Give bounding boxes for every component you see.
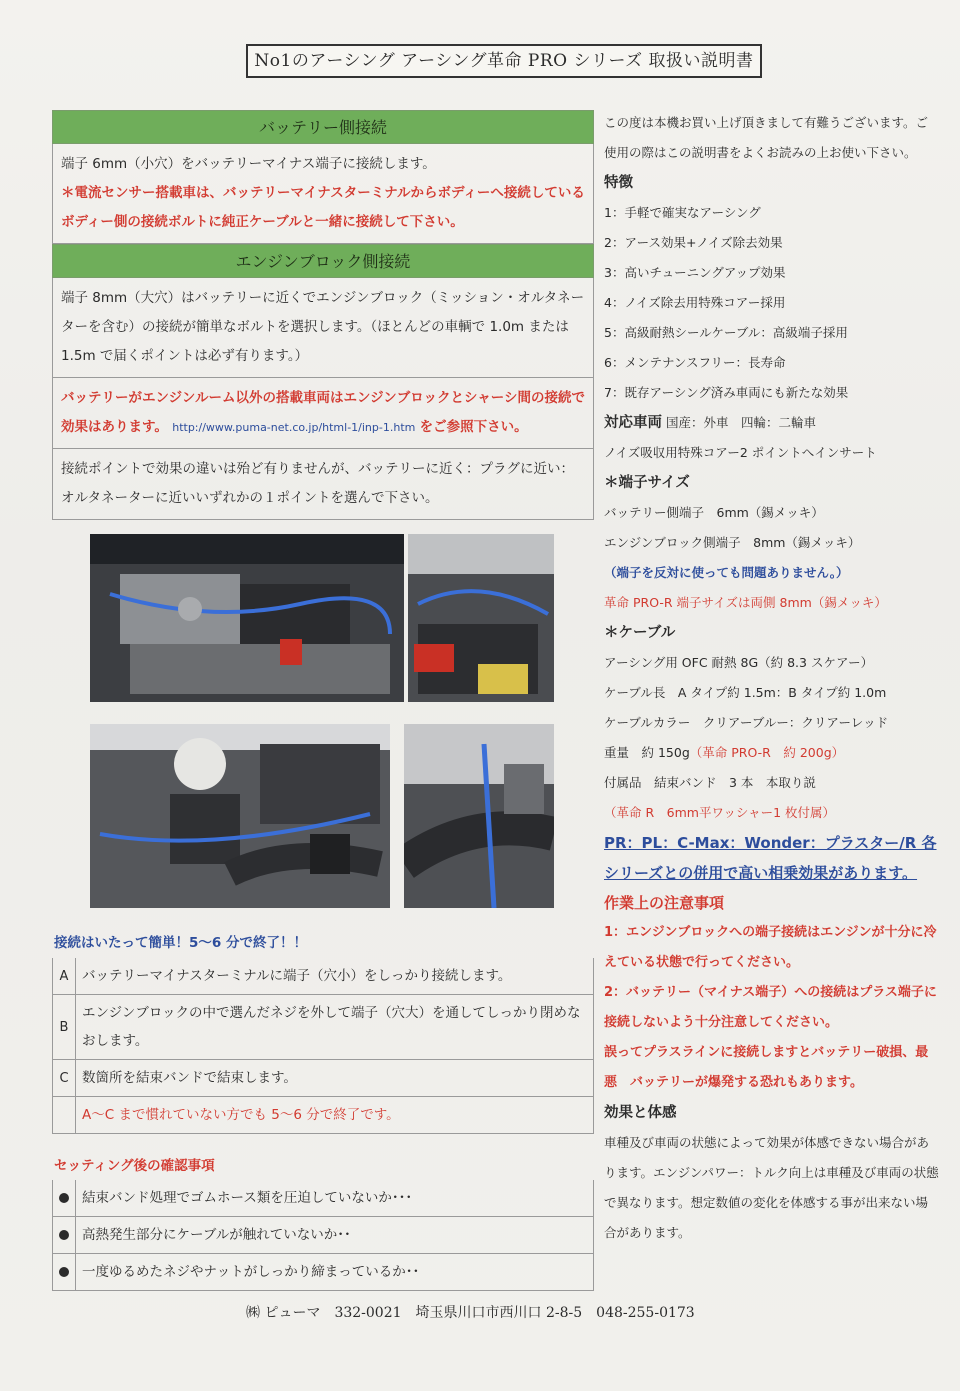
step-note-row: [52, 1097, 594, 1134]
reference-url[interactable]: http://www.puma-net.co.jp/html-1/inp-1.htm: [172, 421, 416, 434]
effect-text: 車種及び車両の状態によって効果が体感できない場合があります。エンジンパワー：トルク向上は車種及び車両の状態で異なります。想定数値の変化を体感する事が出来ない場合があります。: [604, 1135, 939, 1240]
document-title: No1のアーシング アーシング革命 PRO シリーズ 取扱い説明書: [246, 44, 762, 78]
steps-section: [52, 928, 594, 1134]
battery-section-heading: バッテリー側接続: [52, 110, 594, 144]
engine-photo-3: [90, 724, 390, 908]
bullet-icon: [59, 1267, 69, 1277]
bullet-icon: [59, 1230, 69, 1240]
confirm-section: [52, 1152, 594, 1291]
intro-text: この度は本機お買い上げ頂きまして有難うございます。ご使用の際はこの説明書をよくお読みの上お使い下さい。: [604, 115, 929, 160]
engine-photos: [90, 534, 554, 908]
effect-heading: 効果と体感: [604, 1105, 677, 1121]
engine-note-red-end: をご参照下さい。: [419, 419, 528, 435]
terminal-battery: バッテリー側端子 6mm（錫メッキ）: [604, 505, 824, 520]
terminal-pror: 革命 PRO-R 端子サイズは両側 8mm（錫メッキ）: [604, 595, 887, 610]
engine-photo-4: [404, 724, 554, 908]
cable-type: アーシング用 OFC 耐熱 8G（約 8.3 スケアー）: [604, 655, 874, 670]
feature-item: 6：メンテナンスフリー：長寿命: [604, 355, 786, 370]
accessories: 付属品 結束バンド 3 本 本取り説: [604, 775, 816, 790]
vehicles-label: 対応車両: [604, 415, 662, 431]
caution-3: 誤ってプラスラインに接続しますとバッテリー破損、最悪 バッテリーが爆発する恐れもあります。: [604, 1045, 929, 1090]
terminal-heading: ＊端子サイズ: [604, 475, 690, 491]
terminal-engine: エンジンブロック側端子 8mm（錫メッキ）: [604, 535, 861, 550]
terminal-note: （端子を反対に使っても問題ありません。）: [604, 565, 849, 580]
vehicles-value: 国産：外車 四輪：二輪車: [665, 415, 816, 430]
engine-note-red: バッテリーがエンジンルーム以外の搭載車両はエンジンブロックとシャーシ間の接続で効果はあります。: [61, 390, 586, 435]
caution-heading: 作業上の注意事項: [604, 894, 725, 912]
company-footer: ㈱ ピューマ 332-0021 埼玉県川口市西川口 2-8-5 048-255-0173: [246, 1305, 695, 1321]
step-row-c: [52, 1060, 594, 1097]
caution-2: 2：バッテリー（マイナス端子）への接続はプラス端子に接続しないよう十分注意してください。: [604, 985, 937, 1030]
step-row-a: [52, 958, 594, 995]
caution-1: 1：エンジンブロックへの端子接続はエンジンが十分に冷えている状態で行ってください。: [604, 925, 937, 970]
features-heading: 特徴: [604, 175, 633, 191]
cable-color: ケーブルカラー クリアーブルー：クリアーレッド: [604, 715, 889, 730]
connection-point-text: 接続ポイントで効果の違いは殆ど有りませんが、バッテリーに近く：プラグに近い：オルタネーターに近いいずれかの１ポイントを選んで下さい。: [61, 461, 574, 506]
confirm-item: 高熱発生部分にケーブルが触れていないか･･: [82, 1227, 351, 1243]
feature-item: 7：既存アーシング済み車両にも新たな効果: [604, 385, 849, 400]
cable-heading: ＊ケーブル: [604, 625, 676, 641]
confirm-item: 一度ゆるめたネジやナットがしっかり締まっているか･･: [82, 1264, 420, 1280]
confirm-item: 結束バンド処理でゴムホース類を圧迫していないか･･･: [82, 1190, 413, 1206]
engine-photo-2: [408, 534, 554, 702]
engine-section-heading: エンジンブロック側接続: [52, 244, 594, 278]
feature-item: 2：アース効果+ノイズ除去効果: [604, 235, 783, 250]
step-row-b: [52, 995, 594, 1060]
battery-warning: ＊電流センサー搭載車は、バッテリーマイナスターミナルからボディーへ接続しているボディー側の接続ボルトに純正ケーブルと一緒に接続して下さい。: [61, 185, 585, 230]
cable-length: ケーブル長 A タイプ約 1.5m：B タイプ約 1.0m: [604, 685, 887, 700]
right-column: [604, 108, 940, 1248]
left-column: [52, 110, 594, 520]
feature-item: 1：手軽で確実なアーシング: [604, 205, 761, 220]
steps-heading: 接続はいたって簡単！5〜6 分で終了！！: [54, 935, 307, 951]
engine-note-box: [52, 378, 594, 449]
feature-item: 4：ノイズ除去用特殊コアー採用: [604, 295, 786, 310]
confirm-row: [52, 1217, 594, 1254]
step-key: A: [53, 958, 76, 994]
step-key: C: [53, 1060, 76, 1096]
accessories-r: （革命 R 6mm平ワッシャー1 枚付属）: [604, 805, 836, 820]
engine-section-body: [52, 278, 594, 378]
feature-item: 5：高級耐熱シールケーブル：高級端子採用: [604, 325, 848, 340]
confirm-heading: セッティング後の確認事項: [54, 1158, 215, 1174]
confirm-row: [52, 1180, 594, 1217]
noise-core-text: ノイズ吸収用特殊コアー2 ポイントへインサート: [604, 445, 877, 460]
step-text: エンジンブロックの中で選んだネジを外して端子（穴大）を通してしっかり閉めなおします。: [82, 1005, 581, 1049]
connection-point-box: [52, 449, 594, 520]
step-note: A〜C まで慣れていない方でも 5〜6 分で終了です。: [82, 1107, 400, 1123]
weight: 重量 約 150g: [604, 745, 690, 760]
confirm-row: [52, 1254, 594, 1291]
step-text: バッテリーマイナスターミナルに端子（穴小）をしっかり接続します。: [82, 968, 512, 984]
feature-item: 3：高いチューニングアップ効果: [604, 265, 786, 280]
step-key: B: [53, 995, 76, 1059]
series-note: PR：PL：C-Max：Wonder：プラスター/R 各シリーズとの併用で高い相乗効果があります。: [604, 834, 937, 882]
engine-text: 端子 8mm（大穴）はバッテリーに近くでエンジンブロック（ミッション・オルタネーターを含む）の接続が簡単なボルトを選択します。（ほとんどの車輌で 1.0m または 1.5m で届くポイントは必ず有ります。）: [61, 290, 585, 364]
battery-section-body: [52, 144, 594, 244]
battery-text: 端子 6mm（小穴）をバッテリーマイナス端子に接続します。: [61, 156, 436, 172]
step-text: 数箇所を結束バンドで結束します。: [82, 1070, 297, 1086]
weight-pror: （革命 PRO-R 約 200g）: [689, 745, 845, 760]
bullet-icon: [59, 1193, 69, 1203]
engine-photo-1: [90, 534, 404, 702]
